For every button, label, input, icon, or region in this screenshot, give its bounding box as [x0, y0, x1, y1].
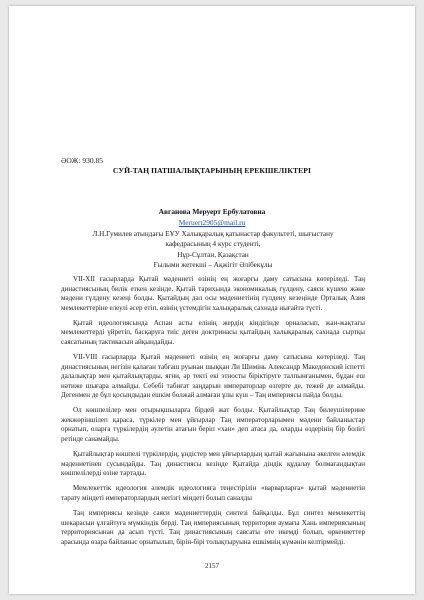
paragraph: Мемлекеттік идеология әлемдік идеологияға теңестірілін «варварларға» қытай мәдениетін тарату міндеті императорлардың негізгі міндеті болып саналды — [61, 484, 365, 502]
author-email-link[interactable]: Meruert2905@mail.ru — [178, 218, 246, 227]
paragraph: VII-XII ғасырларда Қытай мәдениеті өзінің ең жоғарғы даму сатысына көтеріледі. Таң династиясының билік еткен кезінде, Қытай тарихында экономикалық гүлдену, саяси күшею және мәдени гүлдену кезеңі болды. Қытайдың дәл осы мәдениетінің гүлдену кезеңінде Орталық Азия мемлекеттеріне елеулі әсер етіп, өзінің үстемдігін халықаралық сахнада нығайта түсті. — [61, 275, 365, 312]
udc-code: ӘОЖ: 930.85 — [61, 156, 103, 165]
body-text — [61, 275, 365, 553]
paragraph: Таң империясы кезінде саяси мәдениеттердің синтезі байқалды. Бұл синтез мемлекеттің шекарасын ұлғайтуға мүмкіндік берді. Таң империясының территория аумағы Хань империясының территориясынан да асып түсті. Таң династиясының савсаты өте икемді болып, өркениеттер арасында өзара байланыс орнатылып, бірін-бірі толықтыруына ешкімнің күмәнін келтірмейді. — [61, 509, 365, 546]
paragraph: Қытай идеологиясында Аспан асты елінің жердің кіндігінде орналасып, жан-жақтағы мемлекеттерді үйретіп, басқаруға тиіс деген доктринасы қытайдың халықаралық сахнада сыртқы саясатының тактикасын айқындайды. — [61, 318, 365, 346]
affiliation-line: Нұр-Сұлтан, Қазақстан — [177, 250, 249, 259]
affiliation-line: кафедрасының 4 курс студенті, — [165, 240, 261, 249]
affiliation-block — [67, 229, 359, 271]
paragraph: VII-VIII ғасырларда Қытай мәдениеті өзінің ең жоғарғы даму сатысына көтеріледі. Таң династиясының негізін қалаған табғаш руынан шыққан Ли Шимінь Александр Македонский іспетті далалықтар мен қытайлықтарды, яғни, әр текті екі этносты біріктіруге талпынғанымен, бұдан еш нәтиже шығара алмайды. Себебі табиғат заңдарын императорлар өзгерте де, тежей де алмайды. Дегенмен де бұл қосындыдан ешкім болжай алмаған ұлы күш – Таң империясы пайда болды. — [61, 353, 365, 400]
affiliation-line: Л.Н.Гумилев атындағы ЕҰУ Халықаралық қатынастар факультеті, шығыстану — [92, 230, 334, 238]
page-number: 2157 — [205, 562, 219, 570]
author-name: Авганова Меруерт Ербулатовна — [158, 207, 266, 216]
paragraph: Ол көшпелілер мен отырықшыларға бірдей жат болды. Қытайлықтар Таң билеушілерине жекжөріншілеп қараса, түркілер мен ұйғырлар Таң императорларымен мәдени байланыстар орнатып, оларға түркілердің әулетін атағын беріп «хан» деп атаса да, оларды өздерінің бір болігі ретінде санамайды. — [61, 406, 365, 443]
document-page — [9, 6, 415, 594]
affiliation-line: Ғылыми жетекші – Ақжігіт Әлібекұлы — [153, 261, 273, 270]
paragraph: Қытайлықтар көшпелі түркілердің, ұндістер мен ұйғырлардың қытай жағынына әкелген әлемдік мәдениетінен сусындайды. Таң династиясы кезінде Қытайда діндік құдалау болмағандықтан көшпелілерді өзіне тартады. — [61, 450, 365, 478]
paper-title: СУЙ-ТАҢ ПАТШАЛЫҚТАРЫНЫҢ ЕРЕКШЕЛІКТЕРІ — [112, 166, 312, 175]
